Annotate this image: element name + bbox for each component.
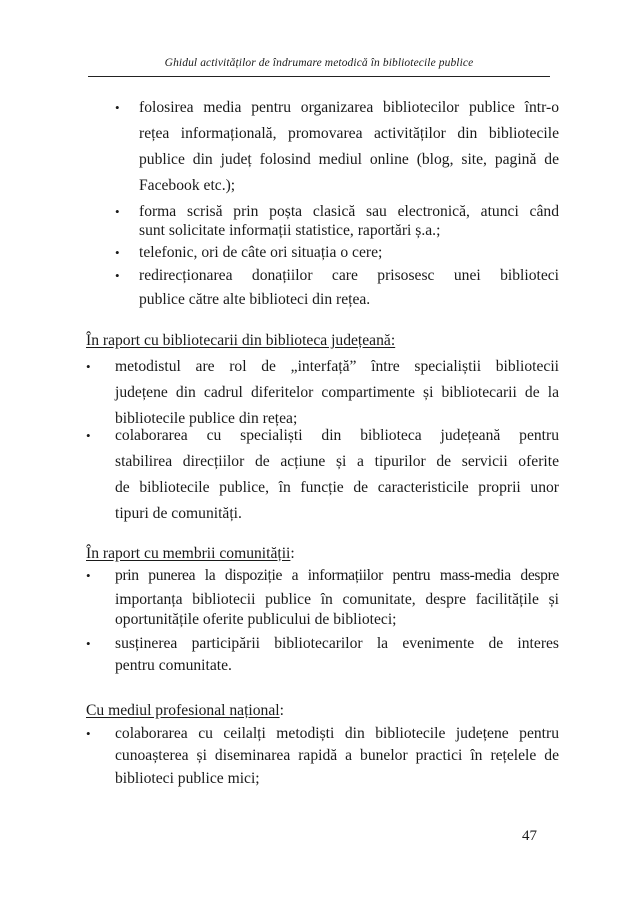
list-item-line: prin punerea la dispoziție a informațiilor pentru mass-media despre xyxy=(115,567,559,584)
list-item-line: stabilirea direcțiilor de acțiune și a tipurilor de servicii oferite xyxy=(115,453,559,470)
section-heading-text: În raport cu membrii comunității xyxy=(86,545,291,562)
list-item-line: metodistul are rol de „interfață” între specialiștii bibliotecii xyxy=(115,358,559,375)
bullet-marker: • xyxy=(115,268,120,283)
list-item-line: Facebook etc.); xyxy=(139,177,236,194)
running-header: Ghidul activităților de îndrumare metodică în bibliotecile publice xyxy=(164,57,474,69)
section-heading-colon: : xyxy=(290,545,295,562)
section-heading-colon: : xyxy=(279,702,284,719)
list-item-line: cunoașterea și diseminarea rapidă a bunelor practici în rețelele de xyxy=(115,747,559,764)
list-item-line: publice către alte biblioteci din rețea. xyxy=(139,291,371,308)
list-item-line: tipuri de comunități. xyxy=(115,505,242,522)
list-item-line: importanța bibliotecii publice în comunitate, despre facilitățile și xyxy=(115,591,559,608)
list-item-line: colaborarea cu specialiști din biblioteca județeană pentru xyxy=(115,427,559,444)
section-heading xyxy=(86,701,284,721)
page-number: 47 xyxy=(522,828,537,844)
list-item-line: colaborarea cu ceilalți metodiști din bibliotecile județene pentru xyxy=(115,725,559,742)
list-item-line: folosirea media pentru organizarea bibliotecilor publice într-o xyxy=(139,99,559,116)
list-item-line: biblioteci publice mici; xyxy=(115,770,260,787)
bullet-marker: • xyxy=(86,428,91,443)
list-item-line: publice din județ folosind mediul online (blog, site, pagină de xyxy=(139,151,559,168)
bullet-marker: • xyxy=(115,100,120,115)
section-heading-text: Cu mediul profesional național xyxy=(86,702,280,719)
section-heading: În raport cu bibliotecarii din biblioteca județeană: xyxy=(86,332,396,349)
list-item-line: oportunitățile oferite publicului de biblioteci; xyxy=(115,611,397,628)
bullet-marker: • xyxy=(115,204,120,219)
header-rule xyxy=(88,76,550,77)
bullet-marker: • xyxy=(86,568,91,583)
list-item-line: sunt solicitate informații statistice, raportări ș.a.; xyxy=(139,222,441,239)
list-item-line: de bibliotecile publice, în funcție de caracteristicile proprii unor xyxy=(115,479,559,496)
list-item-line: forma scrisă prin poșta clasică sau electronică, atunci când xyxy=(139,203,559,220)
bullet-marker: • xyxy=(86,726,91,741)
list-item-line: rețea informațională, promovarea activităților din bibliotecile xyxy=(139,125,559,142)
bullet-marker: • xyxy=(86,636,91,651)
list-item-line: bibliotecile publice din rețea; xyxy=(115,410,298,427)
list-item-line: redirecționarea donațiilor care prisosesc unei biblioteci xyxy=(139,267,559,284)
bullet-marker: • xyxy=(115,245,120,260)
list-item-line: pentru comunitate. xyxy=(115,657,232,674)
list-item-line: județene din cadrul diferitelor compartimente și bibliotecarii de la xyxy=(115,384,559,401)
list-item-line: susținerea participării bibliotecarilor la evenimente de interes xyxy=(115,635,559,652)
section-heading xyxy=(86,544,295,564)
list-item-line: telefonic, ori de câte ori situația o cere; xyxy=(139,244,383,261)
bullet-marker: • xyxy=(86,359,91,374)
